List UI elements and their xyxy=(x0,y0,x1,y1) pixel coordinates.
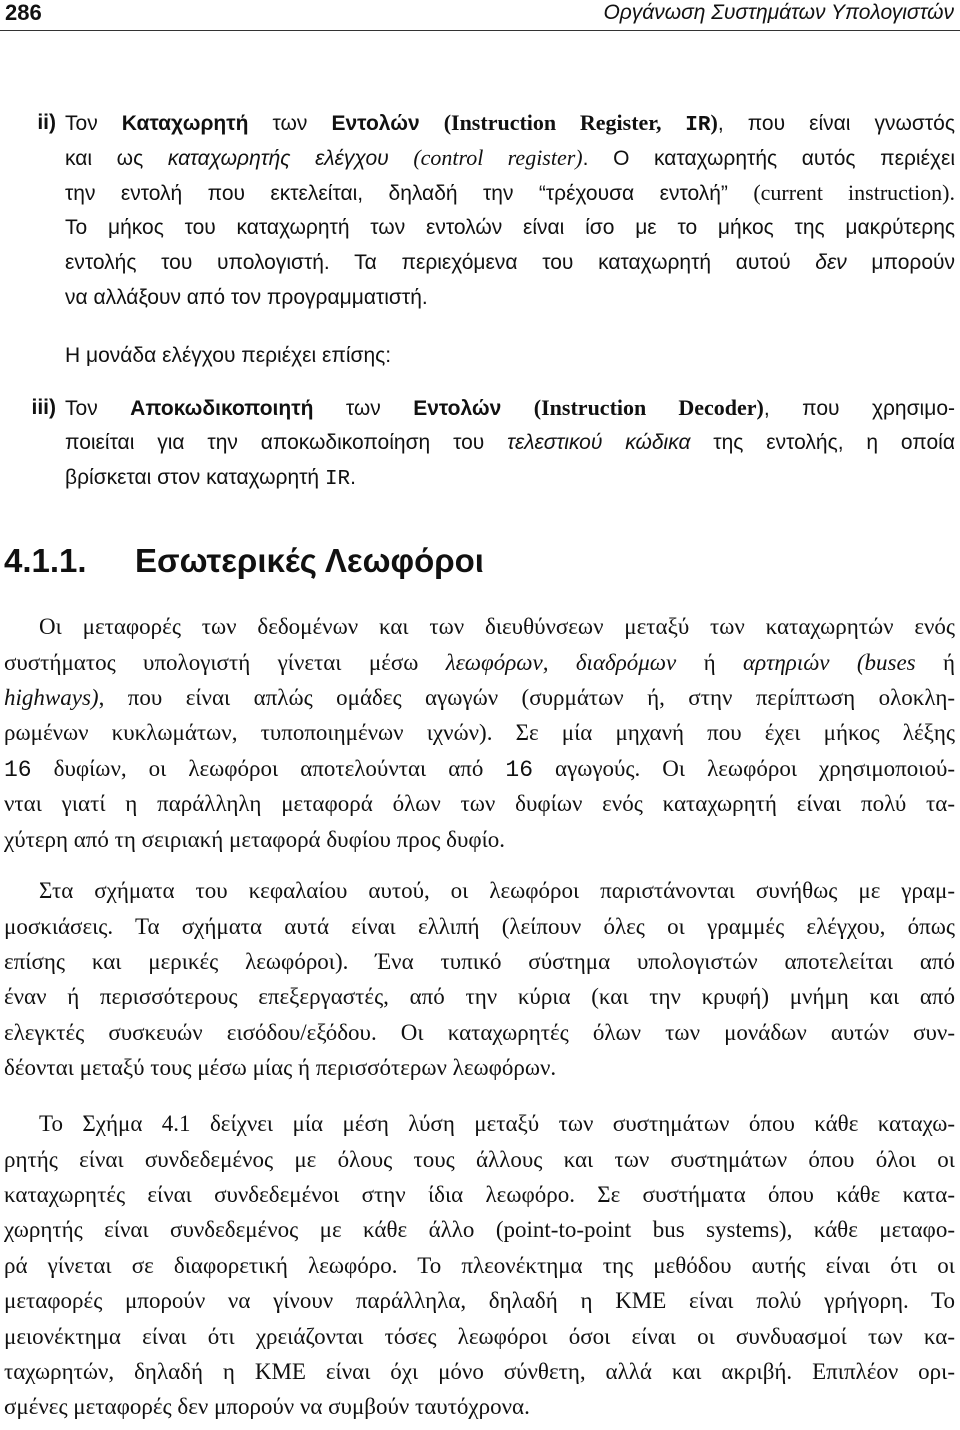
text-line: Οι μεταφορές των δεδομένων και των διευθύνσεων μεταξύ των καταχωρητών ενός xyxy=(39,614,955,640)
bold-term: (Instruction Register, xyxy=(443,109,686,135)
text-line: ρωμένων κυκλωμάτων, τυποποιημένων ιχνών). Σε μία μηχανή που έχει μήκος λέξης xyxy=(4,720,955,746)
text-line xyxy=(65,425,955,460)
bold-term: Αποκωδικοποιητή xyxy=(130,396,314,420)
code-term: IR xyxy=(324,467,351,491)
text-line xyxy=(65,390,955,425)
bold-term: Εντολών xyxy=(331,111,444,135)
text-run: . xyxy=(350,465,356,489)
list-item-body xyxy=(65,105,955,315)
text-run: των xyxy=(248,111,332,135)
text-run: Τον xyxy=(65,111,122,135)
text-line: ρητής είναι συνδεδεμένος με όλους τους άλλους και των συστημάτων όπου όλοι οι xyxy=(4,1146,955,1172)
text-line: χύτερη από τη σειριακή μεταφορά δυφίου προς δυφίο. xyxy=(4,826,506,852)
text-line: μοσκιάσεις. Τα σχήματα αυτά είναι ελλιπή (λείπουν όλες οι γραμμές ελέγχου, όπως xyxy=(4,913,955,939)
text-line: έναν ή περισσότερους επεξεργαστές, από την κύρια (και την κρυφή) μνήμη και από xyxy=(4,984,955,1010)
text-line xyxy=(65,140,955,175)
running-title: Οργάνωση Συστημάτων Υπολογιστών xyxy=(603,1,954,24)
text-run: , που είναι απλώς ομάδες αγωγών (συρμάτων ή, στην περίπτωση ολοκλη- xyxy=(98,685,955,711)
text-line: σμένες μεταφορές δεν μπορούν να συμβούν ταυτόχρονα. xyxy=(4,1394,530,1420)
text-line: χωρητής είναι συνδεδεμένος με κάθε άλλο (point-to-point bus systems), κάθε μεταφο- xyxy=(4,1217,955,1243)
text-line: νται γιατί η παράλληλη μεταφορά όλων των δυφίων ενός καταχωρητή είναι πολύ τα- xyxy=(4,791,955,817)
text-run: εντολής του υπολογιστή. Τα περιεχόμενα του καταχωρητή αυτού xyxy=(65,250,816,274)
text-line: ρά γίνεται σε διαφορετική λεωφόρο. Το πλεονέκτημα της μεθόδου αυτής είναι ότι οι xyxy=(4,1252,955,1278)
text-run: αγωγούς. Οι λεωφόροι χρησιμοποιού- xyxy=(533,755,955,781)
code-term: 16 xyxy=(505,756,534,783)
text-run: ποιείται για την αποκωδικοποίηση του xyxy=(65,430,508,454)
text-run: ή xyxy=(676,649,744,675)
section-heading xyxy=(4,538,484,584)
text-run: ή xyxy=(915,649,956,675)
intro-line: Η μονάδα ελέγχου περιέχει επίσης: xyxy=(65,343,392,367)
text-line: να αλλάξουν από τον προγραμματιστή. xyxy=(65,285,428,309)
text-run: την εντολή που εκτελείται, δηλαδή την “τρέχουσα εντολή” xyxy=(65,181,754,205)
bold-term: (Instruction Decoder) xyxy=(533,394,764,420)
text-line: επίσης και μερικές λεωφόροι). Ένα τυπικό σύστημα υπολογιστών αποτελείται από xyxy=(4,949,955,975)
italic-term: highways) xyxy=(4,685,99,711)
text-line xyxy=(65,245,955,280)
page-header xyxy=(0,0,960,31)
text-run: μπορούν xyxy=(846,250,955,274)
text-run: συστήματος υπολογιστή γίνεται μέσω xyxy=(4,649,446,675)
text-line: μεταφορές μπορούν να γίνουν παράλληλα, δηλαδή η ΚΜΕ είναι πολύ γρήγορη. Το xyxy=(4,1288,955,1314)
bold-term: Εντολών xyxy=(413,396,534,420)
list-marker: iii) xyxy=(31,395,56,419)
body-paragraph xyxy=(4,873,955,1085)
page-number: 286 xyxy=(5,0,42,25)
text-line xyxy=(65,105,955,140)
text-line: Το μήκος του καταχωρητή των εντολών είναι ίσο με το μήκος της μακρύτερης xyxy=(65,215,955,239)
italic-term: λεωφόρων, διαδρόμων xyxy=(445,649,677,675)
text-line: Το Σχήμα 4.1 δείχνει μία μέση λύση μεταξύ των συστημάτων όπου κάθε καταχω- xyxy=(39,1111,955,1137)
text-line xyxy=(65,460,955,495)
body-paragraph xyxy=(4,609,955,857)
bold-term: Καταχωρητή xyxy=(121,111,249,135)
code-term: 16 xyxy=(4,756,32,783)
text-line xyxy=(4,751,955,786)
text-run: των xyxy=(313,396,414,420)
text-line: δέονται μεταξύ τους μέσω μίας ή περισσότερων λεωφόρων. xyxy=(4,1055,557,1081)
text-run: και ως xyxy=(65,146,168,170)
italic-term: αρτηριών (buses xyxy=(743,649,916,675)
text-run: της εντολής, η οποία xyxy=(690,430,955,454)
text-run: βρίσκεται στον καταχωρητή xyxy=(65,465,325,489)
section-number: 4.1.1. xyxy=(4,542,87,579)
text-run: (current instruction). xyxy=(753,179,955,205)
list-item-ii xyxy=(0,105,955,315)
text-line: καταχωρητές είναι συνδεδεμένοι στην ίδια λεωφόρο. Σε συστήματα όπου κάθε κατα- xyxy=(4,1182,955,1208)
italic-term: καταχωρητής ελέγχου xyxy=(167,146,414,170)
text-line: ταχωρητών, δηλαδή η ΚΜΕ είναι όχι μόνο σύνθετη, αλλά και ακριβή. Επιπλέον ορι- xyxy=(4,1359,955,1385)
text-run: Τον xyxy=(65,396,131,420)
bold-term: ) xyxy=(710,109,718,135)
section-title: Εσωτερικές Λεωφόροι xyxy=(135,542,484,579)
text-line: Στα σχήματα του κεφαλαίου αυτού, οι λεωφόροι παριστάνονται συνήθως με γραμ- xyxy=(39,878,955,904)
text-line xyxy=(4,645,955,680)
body-paragraph xyxy=(4,1106,955,1425)
list-marker: ii) xyxy=(37,110,56,134)
text-run: , που χρησιμο- xyxy=(763,396,955,420)
text-run: δυφίων, οι λεωφόροι αποτελούνται από xyxy=(31,755,506,781)
text-line: μειονέκτημα είναι ότι χρειάζονται τόσες λεωφόροι όσοι είναι οι συνδυασμοί των κα- xyxy=(4,1323,955,1349)
italic-term: τελεστικού κώδικα xyxy=(507,430,691,454)
italic-term: δεν xyxy=(815,250,847,274)
text-run: , που είναι γνωστός xyxy=(717,111,955,135)
text-line xyxy=(4,680,955,715)
list-item-iii xyxy=(0,390,955,495)
list-item-body xyxy=(65,390,955,495)
text-run: . Ο καταχωρητής αυτός περιέχει xyxy=(582,146,955,170)
code-term: IR xyxy=(685,113,711,137)
italic-term: (control register) xyxy=(413,144,583,170)
text-line: ελεγκτές συσκευών εισόδου/εξόδου. Οι καταχωρητές όλων των μονάδων αυτών συν- xyxy=(4,1019,955,1045)
text-line xyxy=(65,175,955,210)
